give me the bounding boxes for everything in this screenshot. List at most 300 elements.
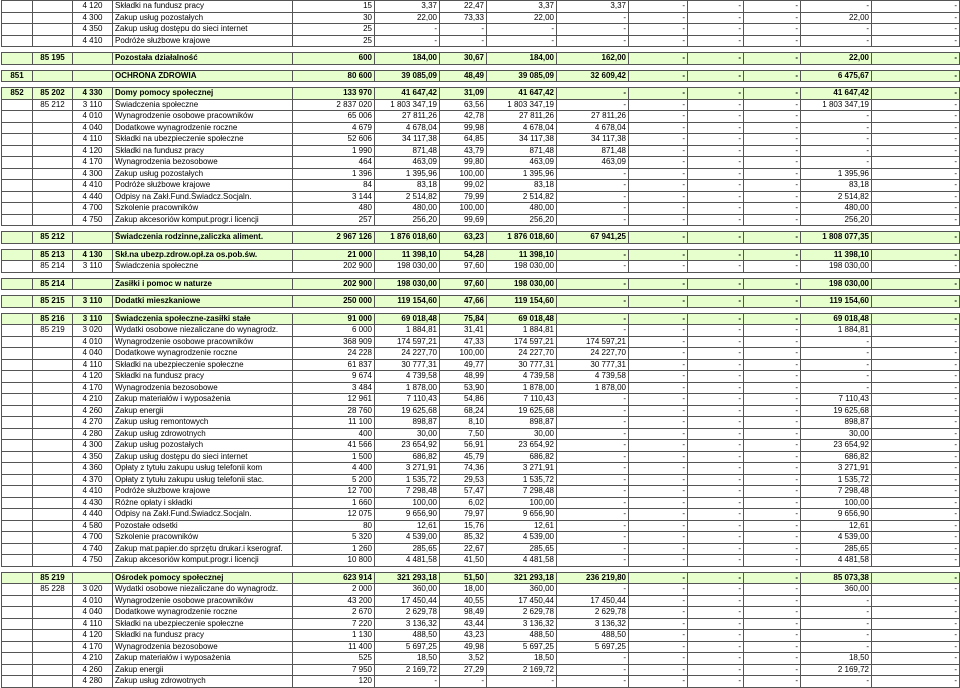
cell-dzial xyxy=(2,232,33,244)
cell-wydatki-biezace: 4 739,58 xyxy=(487,371,557,383)
cell-wynagrodzenia: - xyxy=(557,543,629,555)
cell-nazwa: Zakup usług zdrowotnych xyxy=(113,676,293,688)
cell-procent: 63,56 xyxy=(440,99,487,111)
cell-wynagrodzenia: - xyxy=(557,168,629,180)
cell-nazwa: Podróże służbowe krajowe xyxy=(113,486,293,498)
cell-dzial: 851 xyxy=(2,70,33,82)
summary-row xyxy=(2,296,960,308)
cell-swiadczenia: - xyxy=(688,24,744,36)
cell-majatkowe: - xyxy=(872,348,960,360)
cell-rozdzial xyxy=(33,157,73,169)
cell-obsluga-dlugu: - xyxy=(744,99,801,111)
cell-dotacje: - xyxy=(629,261,688,273)
cell-wykonanie: 27 811,26 xyxy=(375,111,440,123)
cell-plan: 2 837 020 xyxy=(293,99,375,111)
cell-pozostale: - xyxy=(801,145,872,157)
cell-rozdzial xyxy=(33,180,73,192)
cell-plan: 91 000 xyxy=(293,313,375,325)
cell-paragraf: 4 010 xyxy=(73,336,113,348)
cell-procent: 40,55 xyxy=(440,595,487,607)
cell-wynagrodzenia: - xyxy=(557,676,629,688)
cell-plan: 80 xyxy=(293,520,375,532)
cell-procent: 99,69 xyxy=(440,214,487,226)
cell-nazwa: Zakup usług pozostałych xyxy=(113,440,293,452)
cell-wykonanie: - xyxy=(375,24,440,36)
cell-wykonanie: 285,65 xyxy=(375,543,440,555)
table-row xyxy=(2,371,960,383)
cell-paragraf: 4 430 xyxy=(73,497,113,509)
cell-dzial xyxy=(2,394,33,406)
cell-wydatki-biezace: 1 876 018,60 xyxy=(487,232,557,244)
cell-wynagrodzenia: - xyxy=(557,313,629,325)
cell-majatkowe: - xyxy=(872,336,960,348)
cell-plan: 11 100 xyxy=(293,417,375,429)
cell-obsluga-dlugu: - xyxy=(744,145,801,157)
cell-dotacje: - xyxy=(629,111,688,123)
cell-dzial xyxy=(2,278,33,290)
table-row xyxy=(2,168,960,180)
cell-procent: 74,36 xyxy=(440,463,487,475)
cell-procent: 48,49 xyxy=(440,70,487,82)
cell-wykonanie: 256,20 xyxy=(375,214,440,226)
cell-rozdzial xyxy=(33,191,73,203)
cell-wynagrodzenia: - xyxy=(557,520,629,532)
cell-paragraf: 4 170 xyxy=(73,157,113,169)
cell-swiadczenia: - xyxy=(688,382,744,394)
cell-swiadczenia: - xyxy=(688,134,744,146)
cell-obsluga-dlugu: - xyxy=(744,134,801,146)
cell-wykonanie: 41 647,42 xyxy=(375,88,440,100)
cell-wykonanie: 7 298,48 xyxy=(375,486,440,498)
cell-dzial xyxy=(2,313,33,325)
cell-plan: 1 990 xyxy=(293,145,375,157)
cell-rozdzial xyxy=(33,543,73,555)
cell-paragraf: 4 040 xyxy=(73,607,113,619)
cell-rozdzial: 85 213 xyxy=(33,249,73,261)
cell-procent: - xyxy=(440,676,487,688)
cell-obsluga-dlugu: - xyxy=(744,371,801,383)
cell-wynagrodzenia: - xyxy=(557,35,629,47)
cell-rozdzial xyxy=(33,134,73,146)
cell-majatkowe: - xyxy=(872,641,960,653)
cell-paragraf: 4 580 xyxy=(73,520,113,532)
cell-wydatki-biezace: 4 481,58 xyxy=(487,555,557,567)
cell-wydatki-biezace: 463,09 xyxy=(487,157,557,169)
cell-swiadczenia: - xyxy=(688,145,744,157)
cell-wykonanie: 39 085,09 xyxy=(375,70,440,82)
cell-paragraf: 4 170 xyxy=(73,641,113,653)
cell-rozdzial xyxy=(33,1,73,13)
cell-nazwa: Zakup usług dostępu do sieci internet xyxy=(113,451,293,463)
cell-dotacje: - xyxy=(629,509,688,521)
cell-pozostale: - xyxy=(801,382,872,394)
cell-majatkowe: - xyxy=(872,157,960,169)
cell-dzial xyxy=(2,497,33,509)
cell-dotacje: - xyxy=(629,664,688,676)
cell-swiadczenia: - xyxy=(688,584,744,596)
cell-swiadczenia: - xyxy=(688,664,744,676)
cell-nazwa: Odpisy na Zakł.Fund.Świadcz.Socjaln. xyxy=(113,509,293,521)
cell-plan: 24 228 xyxy=(293,348,375,360)
cell-majatkowe: - xyxy=(872,664,960,676)
cell-obsluga-dlugu: - xyxy=(744,24,801,36)
cell-wydatki-biezace: 7 110,43 xyxy=(487,394,557,406)
cell-wynagrodzenia: 34 117,38 xyxy=(557,134,629,146)
table-row xyxy=(2,509,960,521)
cell-rozdzial: 85 212 xyxy=(33,232,73,244)
cell-majatkowe: - xyxy=(872,296,960,308)
cell-wydatki-biezace: 4 678,04 xyxy=(487,122,557,134)
cell-dzial xyxy=(2,382,33,394)
cell-paragraf: 3 020 xyxy=(73,584,113,596)
cell-obsluga-dlugu: - xyxy=(744,618,801,630)
cell-dzial xyxy=(2,24,33,36)
cell-procent: 18,00 xyxy=(440,584,487,596)
cell-wykonanie: 463,09 xyxy=(375,157,440,169)
cell-dotacje: - xyxy=(629,630,688,642)
cell-pozostale: 1 395,96 xyxy=(801,168,872,180)
cell-plan: 600 xyxy=(293,53,375,65)
cell-majatkowe: - xyxy=(872,53,960,65)
cell-pozostale: 9 656,90 xyxy=(801,509,872,521)
cell-obsluga-dlugu: - xyxy=(744,509,801,521)
cell-procent: 75,84 xyxy=(440,313,487,325)
cell-wydatki-biezace: 3 271,91 xyxy=(487,463,557,475)
cell-rozdzial xyxy=(33,509,73,521)
cell-dotacje: - xyxy=(629,99,688,111)
summary-row xyxy=(2,70,960,82)
cell-wynagrodzenia: - xyxy=(557,180,629,192)
cell-rozdzial: 85 228 xyxy=(33,584,73,596)
cell-plan: 525 xyxy=(293,653,375,665)
cell-wynagrodzenia: - xyxy=(557,497,629,509)
cell-wydatki-biezace: 83,18 xyxy=(487,180,557,192)
cell-dotacje: - xyxy=(629,296,688,308)
cell-wydatki-biezace: 488,50 xyxy=(487,630,557,642)
cell-plan: 1 500 xyxy=(293,451,375,463)
cell-wykonanie: 2 169,72 xyxy=(375,664,440,676)
cell-wynagrodzenia: 5 697,25 xyxy=(557,641,629,653)
cell-pozostale: 198 030,00 xyxy=(801,278,872,290)
cell-swiadczenia: - xyxy=(688,348,744,360)
cell-obsluga-dlugu: - xyxy=(744,382,801,394)
cell-dotacje: - xyxy=(629,35,688,47)
cell-paragraf: 4 300 xyxy=(73,12,113,24)
cell-obsluga-dlugu: - xyxy=(744,595,801,607)
cell-obsluga-dlugu: - xyxy=(744,676,801,688)
cell-plan: 257 xyxy=(293,214,375,226)
cell-swiadczenia: - xyxy=(688,111,744,123)
cell-paragraf: 4 740 xyxy=(73,543,113,555)
cell-pozostale: 898,87 xyxy=(801,417,872,429)
cell-rozdzial xyxy=(33,555,73,567)
cell-dzial xyxy=(2,532,33,544)
cell-majatkowe: - xyxy=(872,676,960,688)
cell-swiadczenia: - xyxy=(688,168,744,180)
cell-pozostale: - xyxy=(801,111,872,123)
cell-paragraf: 4 270 xyxy=(73,417,113,429)
cell-plan: 1 396 xyxy=(293,168,375,180)
cell-dzial xyxy=(2,348,33,360)
cell-plan: 623 914 xyxy=(293,572,375,584)
cell-rozdzial xyxy=(33,676,73,688)
cell-rozdzial xyxy=(33,394,73,406)
cell-procent: 45,79 xyxy=(440,451,487,463)
cell-wydatki-biezace: 2 514,82 xyxy=(487,191,557,203)
cell-nazwa: Zasiłki i pomoc w naturze xyxy=(113,278,293,290)
cell-paragraf: 4 110 xyxy=(73,134,113,146)
cell-pozostale: - xyxy=(801,157,872,169)
cell-wynagrodzenia: - xyxy=(557,532,629,544)
cell-majatkowe: - xyxy=(872,232,960,244)
cell-pozostale: 198 030,00 xyxy=(801,261,872,273)
cell-procent: 3,52 xyxy=(440,653,487,665)
cell-majatkowe: - xyxy=(872,12,960,24)
cell-paragraf: 4 260 xyxy=(73,664,113,676)
cell-obsluga-dlugu: - xyxy=(744,405,801,417)
cell-wynagrodzenia: 3 136,32 xyxy=(557,618,629,630)
cell-wydatki-biezace: 27 811,26 xyxy=(487,111,557,123)
cell-pozostale: - xyxy=(801,607,872,619)
cell-dotacje: - xyxy=(629,348,688,360)
summary-row xyxy=(2,53,960,65)
cell-rozdzial xyxy=(33,474,73,486)
cell-swiadczenia: - xyxy=(688,428,744,440)
cell-majatkowe: - xyxy=(872,584,960,596)
cell-plan: 6 000 xyxy=(293,325,375,337)
cell-dzial xyxy=(2,261,33,273)
cell-plan: 12 961 xyxy=(293,394,375,406)
table-row xyxy=(2,595,960,607)
cell-paragraf: 4 410 xyxy=(73,35,113,47)
cell-majatkowe: - xyxy=(872,486,960,498)
cell-plan: 30 xyxy=(293,12,375,24)
cell-rozdzial: 85 195 xyxy=(33,53,73,65)
cell-dzial xyxy=(2,664,33,676)
cell-dzial xyxy=(2,35,33,47)
cell-procent: 100,00 xyxy=(440,168,487,180)
table-row xyxy=(2,653,960,665)
cell-dotacje: - xyxy=(629,278,688,290)
cell-rozdzial xyxy=(33,348,73,360)
cell-nazwa: Szkolenie pracowników xyxy=(113,532,293,544)
cell-nazwa: Zakup usług zdrowotnych xyxy=(113,428,293,440)
cell-wynagrodzenia: - xyxy=(557,203,629,215)
cell-nazwa: Wydatki osobowe niezaliczane do wynagrodz. xyxy=(113,584,293,596)
cell-pozostale: - xyxy=(801,359,872,371)
cell-wykonanie: 1 395,96 xyxy=(375,168,440,180)
cell-procent: 22,47 xyxy=(440,1,487,13)
cell-nazwa: Składki na fundusz pracy xyxy=(113,630,293,642)
cell-nazwa: Składki na fundusz pracy xyxy=(113,371,293,383)
cell-dotacje: - xyxy=(629,88,688,100)
cell-majatkowe: - xyxy=(872,35,960,47)
table-row xyxy=(2,180,960,192)
cell-pozostale: 2 169,72 xyxy=(801,664,872,676)
cell-wykonanie: 30,00 xyxy=(375,428,440,440)
cell-rozdzial xyxy=(33,214,73,226)
cell-wynagrodzenia: - xyxy=(557,405,629,417)
cell-dzial xyxy=(2,509,33,521)
cell-pozostale: - xyxy=(801,35,872,47)
cell-wykonanie: - xyxy=(375,676,440,688)
cell-obsluga-dlugu: - xyxy=(744,336,801,348)
cell-rozdzial: 85 219 xyxy=(33,572,73,584)
cell-wydatki-biezace: 69 018,48 xyxy=(487,313,557,325)
cell-procent: 30,67 xyxy=(440,53,487,65)
cell-rozdzial xyxy=(33,532,73,544)
cell-majatkowe: - xyxy=(872,313,960,325)
cell-plan: 5 320 xyxy=(293,532,375,544)
table-row xyxy=(2,641,960,653)
cell-rozdzial xyxy=(33,428,73,440)
cell-dotacje: - xyxy=(629,584,688,596)
cell-pozostale: 256,20 xyxy=(801,214,872,226)
cell-majatkowe: - xyxy=(872,325,960,337)
cell-majatkowe: - xyxy=(872,451,960,463)
cell-procent: 99,98 xyxy=(440,122,487,134)
cell-wykonanie: 174 597,21 xyxy=(375,336,440,348)
cell-swiadczenia: - xyxy=(688,313,744,325)
cell-swiadczenia: - xyxy=(688,641,744,653)
cell-pozostale: 480,00 xyxy=(801,203,872,215)
cell-wydatki-biezace: 100,00 xyxy=(487,497,557,509)
cell-majatkowe: - xyxy=(872,99,960,111)
cell-obsluga-dlugu: - xyxy=(744,296,801,308)
cell-nazwa: Składki na ubezpieczenie społeczne xyxy=(113,359,293,371)
summary-row xyxy=(2,278,960,290)
cell-wynagrodzenia: 871,48 xyxy=(557,145,629,157)
cell-pozostale: 19 625,68 xyxy=(801,405,872,417)
cell-wydatki-biezace: 1 395,96 xyxy=(487,168,557,180)
cell-dotacje: - xyxy=(629,12,688,24)
cell-plan: 9 674 xyxy=(293,371,375,383)
cell-majatkowe: - xyxy=(872,394,960,406)
cell-swiadczenia: - xyxy=(688,440,744,452)
cell-dzial xyxy=(2,474,33,486)
cell-procent: - xyxy=(440,35,487,47)
table-row xyxy=(2,417,960,429)
cell-nazwa: Zakup materiałów i wyposażenia xyxy=(113,653,293,665)
cell-wynagrodzenia: - xyxy=(557,249,629,261)
cell-dotacje: - xyxy=(629,313,688,325)
cell-procent: 100,00 xyxy=(440,203,487,215)
cell-pozostale: - xyxy=(801,336,872,348)
cell-dzial xyxy=(2,486,33,498)
cell-wykonanie: 1 803 347,19 xyxy=(375,99,440,111)
cell-nazwa: Wynagrodzenie osobowe pracowników xyxy=(113,595,293,607)
cell-paragraf: 4 120 xyxy=(73,630,113,642)
cell-plan: 464 xyxy=(293,157,375,169)
table-row xyxy=(2,203,960,215)
cell-nazwa: Dodatki mieszkaniowe xyxy=(113,296,293,308)
cell-pozostale: 100,00 xyxy=(801,497,872,509)
cell-swiadczenia: - xyxy=(688,296,744,308)
cell-wydatki-biezace: 11 398,10 xyxy=(487,249,557,261)
cell-dotacje: - xyxy=(629,191,688,203)
table-row xyxy=(2,532,960,544)
cell-dotacje: - xyxy=(629,336,688,348)
cell-wykonanie: 83,18 xyxy=(375,180,440,192)
cell-pozostale: 1 535,72 xyxy=(801,474,872,486)
cell-swiadczenia: - xyxy=(688,214,744,226)
cell-wykonanie: 18,50 xyxy=(375,653,440,665)
cell-dotacje: - xyxy=(629,145,688,157)
table-row xyxy=(2,261,960,273)
cell-wynagrodzenia: - xyxy=(557,24,629,36)
cell-procent: 29,53 xyxy=(440,474,487,486)
cell-swiadczenia: - xyxy=(688,520,744,532)
cell-pozostale: - xyxy=(801,595,872,607)
cell-paragraf: 4 410 xyxy=(73,486,113,498)
cell-pozostale: - xyxy=(801,641,872,653)
cell-dotacje: - xyxy=(629,1,688,13)
cell-plan: 2 967 126 xyxy=(293,232,375,244)
cell-majatkowe: - xyxy=(872,474,960,486)
cell-dotacje: - xyxy=(629,451,688,463)
cell-nazwa: Wynagrodzenia bezosobowe xyxy=(113,382,293,394)
cell-rozdzial xyxy=(33,111,73,123)
cell-wykonanie: 119 154,60 xyxy=(375,296,440,308)
cell-procent: 54,28 xyxy=(440,249,487,261)
cell-swiadczenia: - xyxy=(688,405,744,417)
cell-wynagrodzenia: - xyxy=(557,394,629,406)
cell-nazwa: Pozostałe odsetki xyxy=(113,520,293,532)
cell-wydatki-biezace: 898,87 xyxy=(487,417,557,429)
cell-plan: 61 837 xyxy=(293,359,375,371)
cell-obsluga-dlugu: - xyxy=(744,555,801,567)
table-row xyxy=(2,474,960,486)
cell-obsluga-dlugu: - xyxy=(744,313,801,325)
cell-swiadczenia: - xyxy=(688,394,744,406)
cell-obsluga-dlugu: - xyxy=(744,440,801,452)
cell-paragraf: 4 440 xyxy=(73,509,113,521)
cell-rozdzial: 85 219 xyxy=(33,325,73,337)
cell-wykonanie: 1 878,00 xyxy=(375,382,440,394)
table-row xyxy=(2,440,960,452)
cell-wynagrodzenia: - xyxy=(557,278,629,290)
cell-paragraf: 4 300 xyxy=(73,440,113,452)
cell-plan: 65 006 xyxy=(293,111,375,123)
cell-majatkowe: - xyxy=(872,618,960,630)
table-row xyxy=(2,35,960,47)
cell-rozdzial xyxy=(33,145,73,157)
cell-paragraf xyxy=(73,572,113,584)
cell-nazwa: Zakup akcesoriów komput.progr.i licencji xyxy=(113,214,293,226)
cell-dotacje: - xyxy=(629,543,688,555)
cell-majatkowe: - xyxy=(872,497,960,509)
cell-wynagrodzenia: 1 878,00 xyxy=(557,382,629,394)
table-row xyxy=(2,214,960,226)
cell-dotacje: - xyxy=(629,394,688,406)
cell-obsluga-dlugu: - xyxy=(744,584,801,596)
cell-majatkowe: - xyxy=(872,122,960,134)
cell-wykonanie: - xyxy=(375,35,440,47)
cell-plan: 41 566 xyxy=(293,440,375,452)
cell-pozostale: 6 475,67 xyxy=(801,70,872,82)
cell-dotacje: - xyxy=(629,232,688,244)
cell-majatkowe: - xyxy=(872,653,960,665)
cell-dotacje: - xyxy=(629,497,688,509)
cell-plan: 7 220 xyxy=(293,618,375,630)
cell-rozdzial xyxy=(33,630,73,642)
cell-wynagrodzenia: - xyxy=(557,451,629,463)
cell-procent: 63,23 xyxy=(440,232,487,244)
cell-dotacje: - xyxy=(629,440,688,452)
cell-swiadczenia: - xyxy=(688,325,744,337)
cell-procent: 49,77 xyxy=(440,359,487,371)
table-row xyxy=(2,145,960,157)
